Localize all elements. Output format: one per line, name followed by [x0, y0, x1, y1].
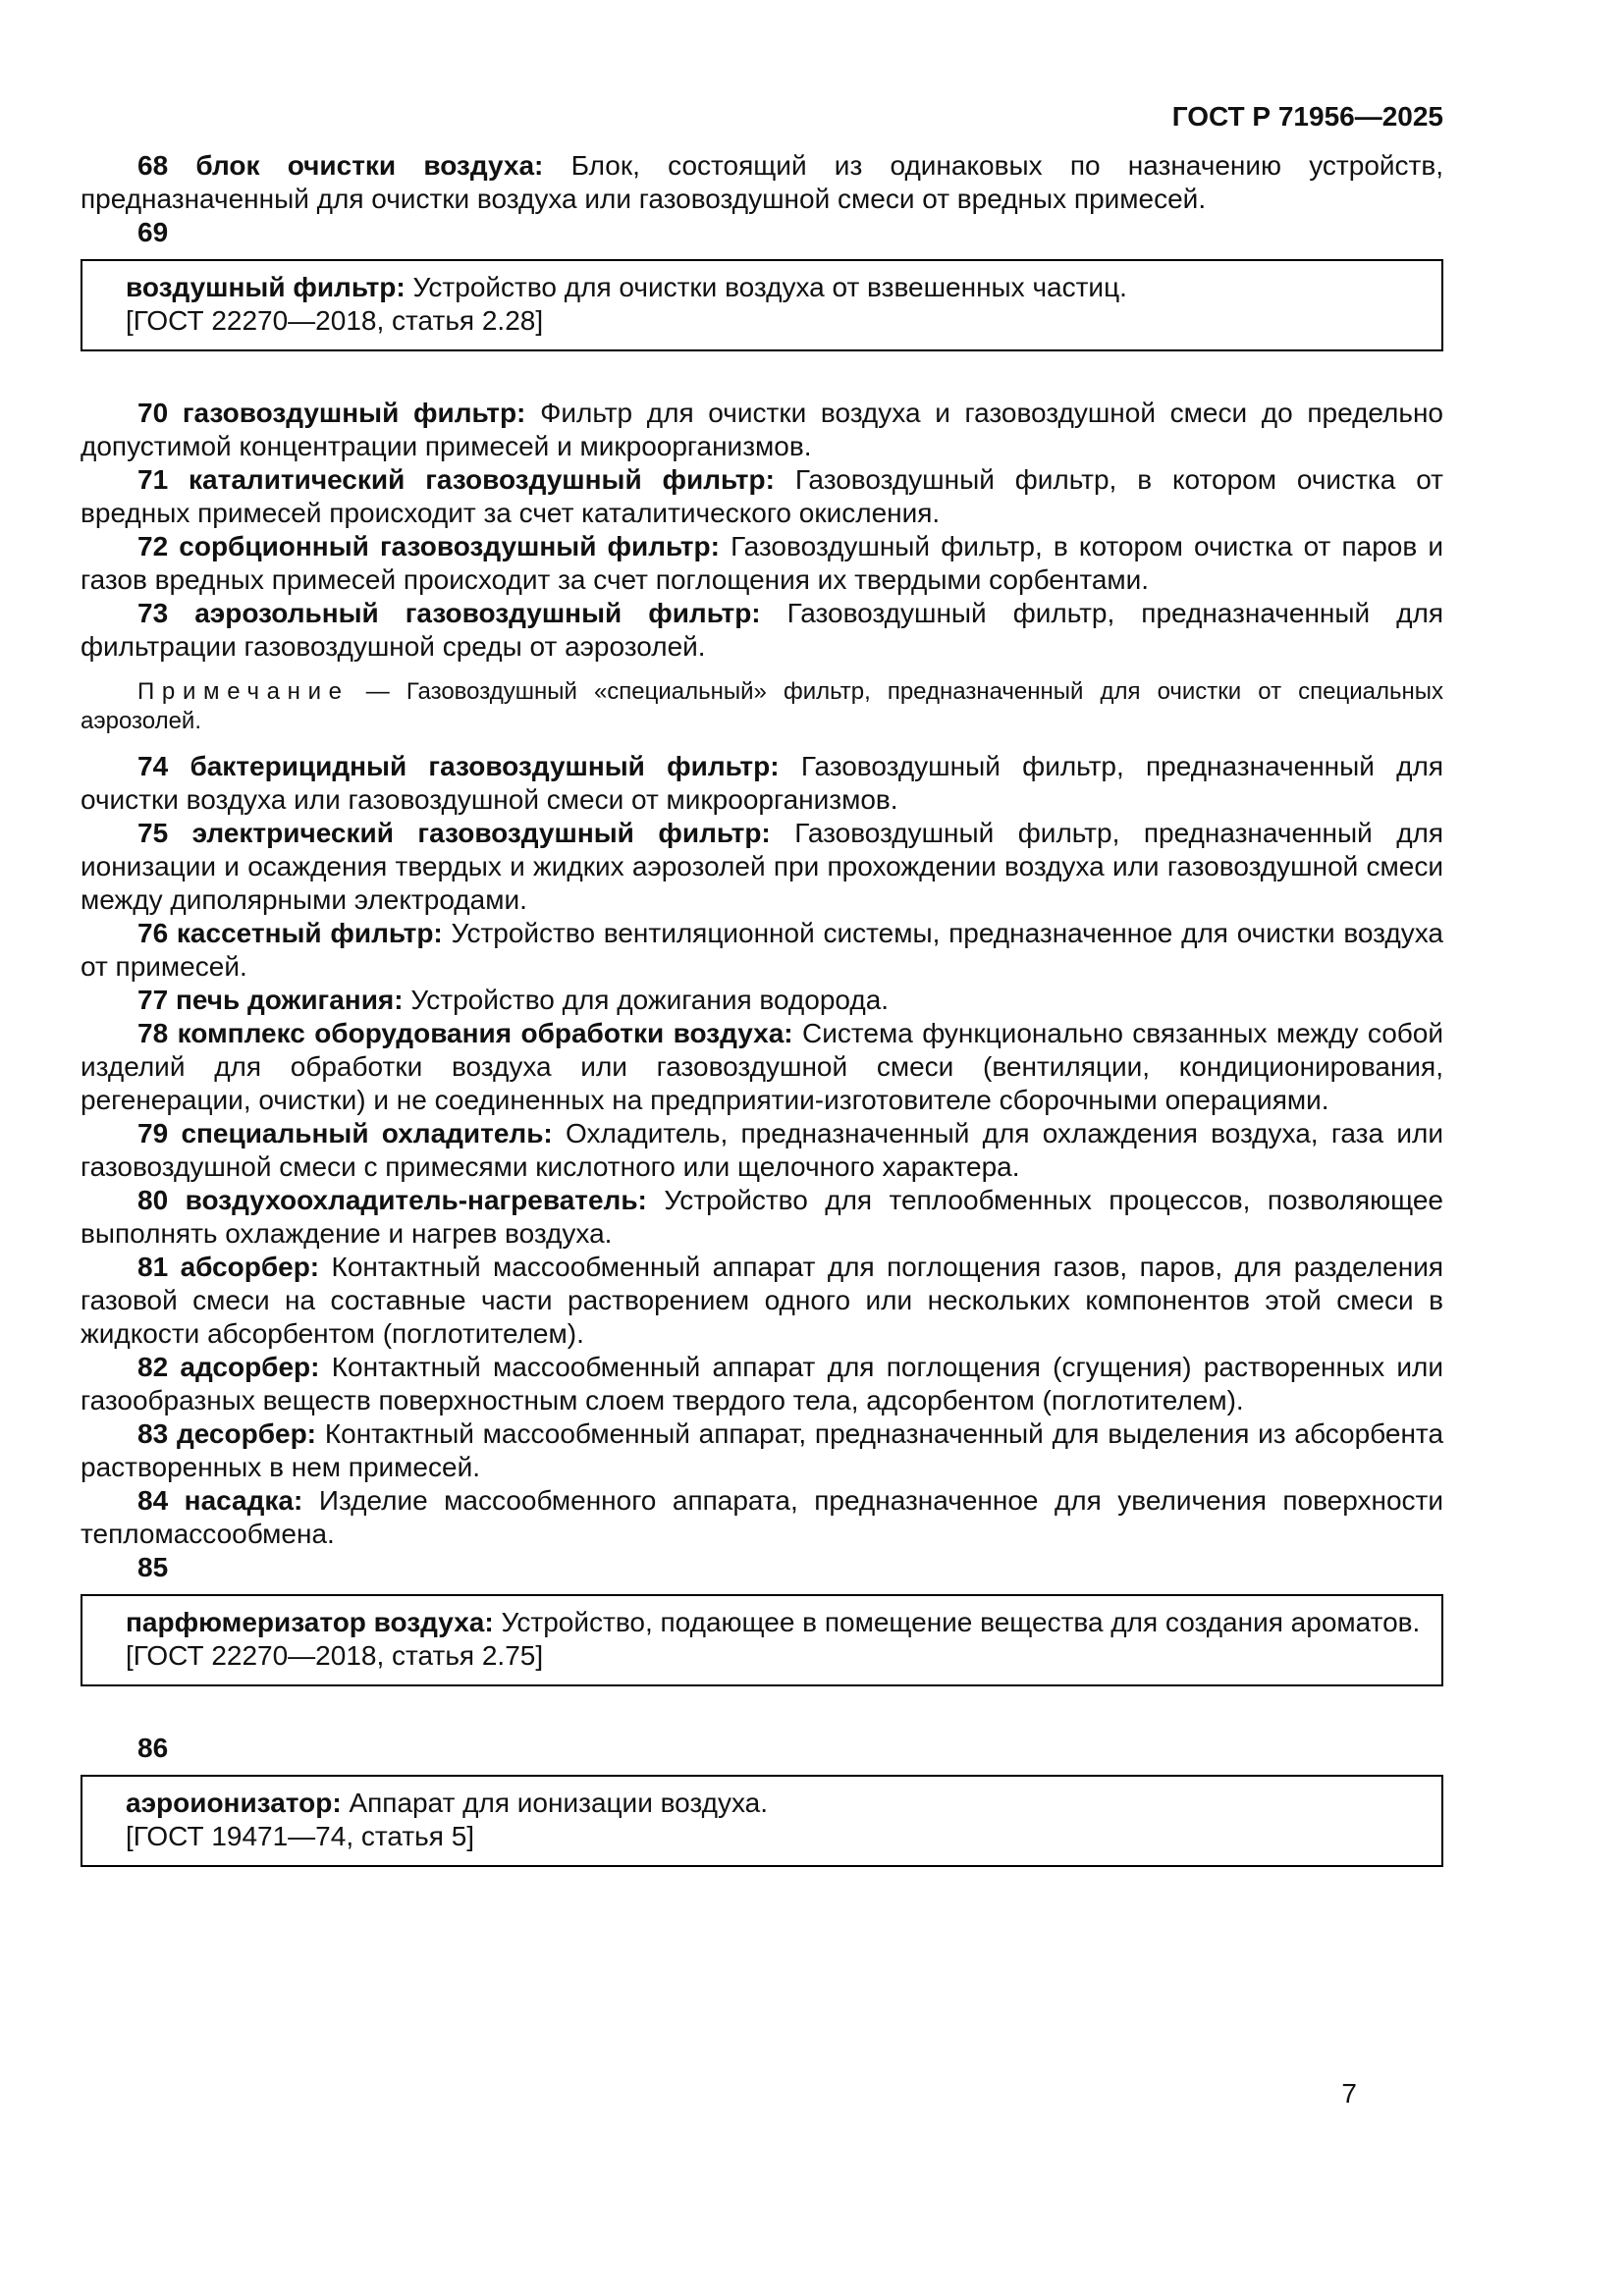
term-number: 72: [137, 531, 169, 561]
term-number: 77: [137, 985, 169, 1015]
term-number: 79: [137, 1118, 169, 1148]
term-entry: [81, 1484, 1443, 1551]
term-entry: [81, 1417, 1443, 1484]
term-heading: [137, 150, 543, 181]
boxed-term: [81, 1594, 1443, 1686]
term-number: 85: [137, 1552, 169, 1582]
term-name: блок очистки воздуха:: [195, 150, 544, 181]
term-definition: Фильтр для очистки воздуха и газовоздушной смеси до предельно допустимой концентрации примесей и микроорганизмов.: [81, 398, 1444, 461]
term-name: насадка:: [184, 1485, 303, 1516]
term-name: аэрозольный газовоздушный фильтр:: [194, 598, 761, 628]
term-number: 83: [137, 1418, 169, 1449]
term-number-standalone: [81, 1732, 1443, 1765]
term-heading: [137, 1352, 319, 1382]
term-number: 71: [137, 464, 169, 495]
term-heading: [137, 751, 780, 781]
entries-container: [81, 149, 1443, 1912]
term-number: 74: [137, 751, 169, 781]
boxed-term: [81, 259, 1443, 351]
boxed-term-entry: [104, 1606, 1422, 1639]
term-entry: [81, 1117, 1443, 1184]
term-number: 75: [137, 818, 169, 848]
term-entry: [81, 1251, 1443, 1351]
term-name: бактерицидный газовоздушный фильтр:: [189, 751, 780, 781]
boxed-term-entry: [104, 1787, 1422, 1820]
term-entry: [81, 984, 1443, 1017]
term-number: 82: [137, 1352, 169, 1382]
term-number: 84: [137, 1485, 169, 1516]
term-name: воздушный фильтр:: [126, 272, 406, 302]
term-number: 76: [137, 918, 169, 948]
term-definition: Контактный массообменный аппарат, предназначенный для выделения из абсорбента растворенных в нем примесей.: [81, 1418, 1444, 1482]
term-name: адсорбер:: [180, 1352, 320, 1382]
term-definition: Аппарат для ионизации воздуха.: [349, 1788, 769, 1818]
term-heading: [137, 818, 771, 848]
term-name: кассетный фильтр:: [176, 918, 443, 948]
term-number: 78: [137, 1018, 169, 1048]
term-entry: [81, 917, 1443, 984]
term-name: аэроионизатор:: [126, 1788, 342, 1818]
boxed-term-entry: [104, 271, 1422, 304]
term-entry: [81, 149, 1443, 216]
term-definition: Устройство для дожигания водорода.: [410, 985, 890, 1015]
note-label: Примечание: [137, 678, 350, 705]
term-definition: Охладитель, предназначенный для охлаждения воздуха, газа или газовоздушной смеси с примесями кислотного или щелочного характера.: [81, 1118, 1443, 1182]
term-definition: Устройство для очистки воздуха от взвешенных частиц.: [412, 272, 1127, 302]
source-reference: [ГОСТ 22270—2018, статья 2.75]: [126, 1640, 544, 1671]
term-definition: Газовоздушный фильтр, предназначенный для фильтрации газовоздушной среды от аэрозолей.: [81, 598, 1444, 662]
term-name: сорбционный газовоздушный фильтр:: [179, 531, 720, 561]
term-entry: [81, 397, 1443, 463]
term-name: комплекс оборудования обработки воздуха:: [177, 1018, 793, 1048]
term-name: абсорбер:: [180, 1252, 320, 1282]
term-heading: [137, 598, 761, 628]
term-definition: Устройство вентиляционной системы, предназначенное для очистки воздуха от примесей.: [81, 918, 1444, 982]
term-number-standalone: [81, 1551, 1443, 1584]
page-footer: [81, 2077, 1357, 2110]
note: [81, 677, 1443, 736]
term-definition: Газовоздушный фильтр, предназначенный для ионизации и осаждения твердых и жидких аэрозолей при прохождении воздуха или газовоздушной смеси между диполярными электродами.: [81, 818, 1444, 915]
term-entry: [81, 530, 1443, 597]
term-definition: Устройство, подающее в помещение вещества для создания ароматов.: [501, 1607, 1421, 1637]
term-heading: [137, 1185, 647, 1215]
term-number: 69: [137, 217, 169, 247]
term-definition: Система функционально связанных между собой изделий для обработки воздуха или газовоздушной смеси (вентиляции, кондиционирования, регенерации, очистки) и не соединенных на предприятии-изготовителе сборочными операциями.: [81, 1018, 1444, 1115]
term-heading: [137, 918, 443, 948]
term-heading: [137, 1418, 316, 1449]
term-name: электрический газовоздушный фильтр:: [191, 818, 771, 848]
term-definition: Блок, состоящий из одинаковых по назначению устройств, предназначенный для очистки воздуха или газовоздушной смеси от вредных примесей.: [81, 150, 1444, 214]
source-reference: [ГОСТ 22270—2018, статья 2.28]: [126, 305, 544, 336]
doc-code: ГОСТ Р 71956—2025: [1171, 101, 1443, 132]
term-name: специальный охладитель:: [181, 1118, 553, 1148]
term-definition: Газовоздушный фильтр, в котором очистка от паров и газов вредных примесей происходит за счет поглощения их твердыми сорбентами.: [81, 531, 1444, 595]
term-heading: [137, 1485, 302, 1516]
term-name: газовоздушный фильтр:: [182, 398, 526, 428]
term-number: 86: [137, 1733, 169, 1763]
term-number: 80: [137, 1185, 169, 1215]
term-number: 70: [137, 398, 169, 428]
term-heading: [137, 398, 525, 428]
term-number-standalone: [81, 216, 1443, 249]
term-entry: [81, 1184, 1443, 1251]
note-text: — Газовоздушный «специальный» фильтр, предназначенный для очистки от специальных аэрозолей.: [81, 678, 1444, 734]
term-number: 73: [137, 598, 169, 628]
term-entry: [81, 1351, 1443, 1417]
term-definition: Контактный массообменный аппарат для поглощения газов, паров, для разделения газовой смеси на составные части растворением одного или нескольких компонентов этой смеси в жидкости абсорбентом (поглотителем).: [81, 1252, 1443, 1349]
term-heading: [137, 1118, 553, 1148]
term-definition: Контактный массообменный аппарат для поглощения (сгущения) растворенных или газообразных веществ поверхностным слоем твердого тела, адсорбентом (поглотителем).: [81, 1352, 1443, 1415]
term-number: 68: [137, 150, 169, 181]
term-heading: [137, 985, 404, 1015]
term-number: 81: [137, 1252, 169, 1282]
term-heading: [137, 1018, 793, 1048]
term-name: парфюмеризатор воздуха:: [126, 1607, 494, 1637]
term-definition: Изделие массообменного аппарата, предназначенное для увеличения поверхности тепломассообмена.: [81, 1485, 1444, 1549]
term-definition: Устройство для теплообменных процессов, позволяющее выполнять охлаждение и нагрев воздуха.: [81, 1185, 1443, 1249]
term-heading: [137, 1252, 319, 1282]
term-heading: [137, 531, 720, 561]
term-name: воздухоохладитель-нагреватель:: [185, 1185, 647, 1215]
term-entry: [81, 1017, 1443, 1117]
term-heading: [137, 464, 775, 495]
term-entry: [81, 597, 1443, 664]
term-name: десорбер:: [176, 1418, 317, 1449]
term-name: печь дожигания:: [175, 985, 404, 1015]
term-entry: [81, 817, 1443, 917]
page-header: [81, 100, 1443, 133]
page-number: 7: [1341, 2078, 1357, 2109]
boxed-term: [81, 1775, 1443, 1867]
term-name: каталитический газовоздушный фильтр:: [189, 464, 775, 495]
term-entry: [81, 463, 1443, 530]
term-definition: Газовоздушный фильтр, в котором очистка от вредных примесей происходит за счет каталитического окисления.: [81, 464, 1443, 528]
term-definition: Газовоздушный фильтр, предназначенный для очистки воздуха или газовоздушной смеси от микроорганизмов.: [81, 751, 1443, 815]
term-entry: [81, 750, 1443, 817]
source-reference: [ГОСТ 19471—74, статья 5]: [126, 1821, 475, 1851]
